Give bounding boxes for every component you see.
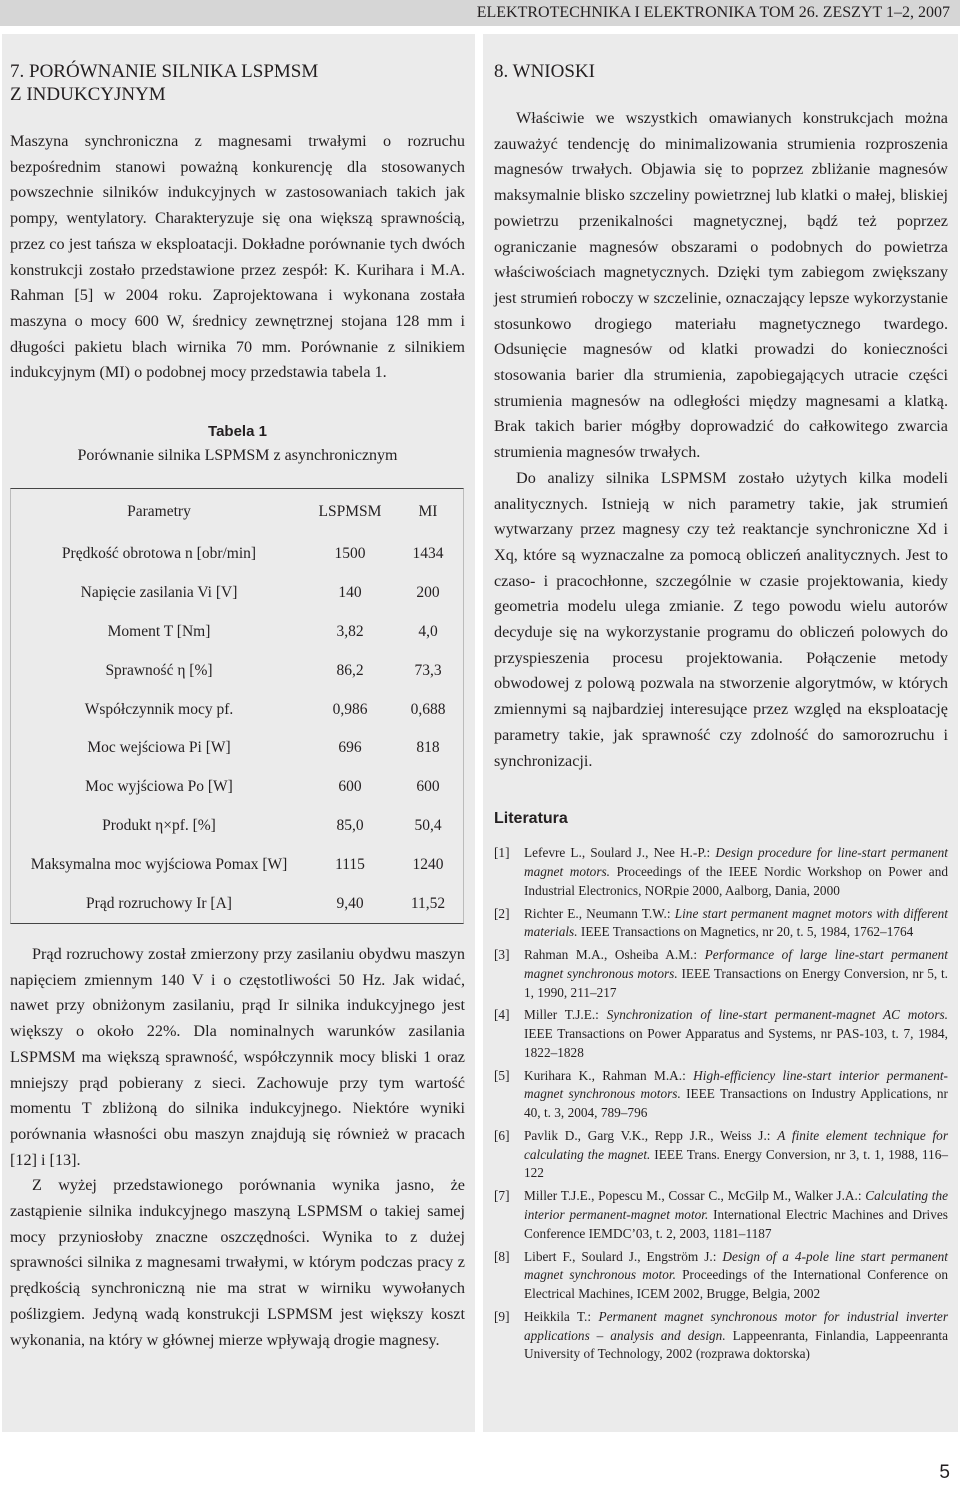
reference-source: IEEE Trans. Energy Conversion, nr 3, t. 1, 1988, 116–122	[524, 1146, 948, 1181]
table-row	[11, 651, 463, 690]
table-cell: 86,2	[336, 661, 364, 679]
reference-number: [2]	[494, 905, 510, 921]
references-title: Literatura	[494, 810, 568, 828]
table-cell: 1115	[335, 855, 365, 873]
reference-text	[524, 1067, 948, 1123]
reference-title: Permanent magnet synchronous motor for industrial inverter applications – analysis and design.	[524, 1308, 948, 1343]
left-column	[2, 34, 475, 1432]
reference-number: [5]	[494, 1067, 510, 1083]
table-header-row	[11, 489, 463, 535]
reference-number: [8]	[494, 1248, 510, 1264]
table-row	[11, 613, 463, 652]
table-row	[11, 690, 463, 729]
table-cell: 0,688	[410, 700, 446, 718]
table-cell: 50,4	[414, 817, 442, 834]
reference-text	[524, 1308, 948, 1364]
table-cell: 9,40	[336, 894, 364, 912]
reference-source: IEEE Transactions on Energy Conversion, nr 5, t. 1, 1990, 211–217	[524, 965, 948, 1000]
section-7-paragraph-1: Maszyna synchroniczna z magnesami trwałymi o rozruchu bezpośrednim stanowi poważną konkurencję dla stosowanych powszechnie silników indukcyjnych w zastosowaniach takich jak pompy, wentylatory. Charakteryzuje się ona większą sprawnością, przez co jest tańsza w eksploatacji. Dokładne porównanie tych dwóch konstrukcji zostało przedstawione przez zespół: K. Kurihara i M.A. Rahman [5] w 2004 roku. Zaprojektowana i wykonana została maszyna o mocy 600 W, średnicy zewnętrznej stojana 128 mm i długości pakietu blach wirnika 70 mm. Porównanie z silnikiem indukcyjnym (MI) o podobnej mocy przedstawia tabela 1.	[10, 132, 465, 382]
reference-item	[494, 844, 948, 900]
reference-title: Performance of large line-start permanent magnet synchronous motors.	[524, 947, 948, 981]
reference-authors: Libert F., Soulard J., Engström J.:	[524, 1248, 723, 1264]
reference-authors: Heikkila T.:	[524, 1308, 599, 1324]
table-cell: 1500	[334, 545, 366, 563]
reference-authors: Pavlik D., Garg V.K., Repp J.R., Weiss J.:	[524, 1128, 778, 1144]
table-row	[11, 845, 463, 884]
reference-item	[494, 1187, 948, 1243]
reference-authors: Richter E., Neumann T.W.:	[524, 905, 675, 921]
reference-number: [6]	[494, 1128, 510, 1144]
table-cell: Prędkość obrotowa n [obr/min]	[61, 545, 257, 563]
reference-text	[524, 1006, 948, 1062]
section-7-paragraph-2: Prąd rozruchowy został zmierzony przy zasilaniu obydwu maszyn napięciem zmiennym 140 V i o częstotliwości 50 Hz. Jak widać, nawet przy obniżonym zasilaniu, prąd Ir silnika indukcyjnego jest większy o około 22%. Dla nominalnych warunków zasilania LSPMSM ma większą sprawność, współczynnik mocy bliski 1 oraz mniejszy prąd pobierany z sieci. Zachowuje przy tym wartość momentu T zbliżoną do silnika indukcyjnego. Niektóre wyniki porównania własności obu maszyn znajdują się również w pracach [12] i [13].	[10, 945, 465, 1169]
table-cell: Moment T [Nm]	[107, 623, 211, 641]
table-row	[11, 729, 463, 768]
reference-item	[494, 1308, 948, 1364]
reference-item	[494, 1248, 948, 1304]
table-caption-text: Porównanie silnika LSPMSM z asynchronicznym	[77, 447, 398, 465]
table-cell: Produkt η×pf. [%]	[102, 817, 216, 834]
table-cell: Moc wejściowa Pi [W]	[87, 739, 231, 757]
table-cell: Sprawność η [%]	[105, 661, 213, 679]
reference-text	[524, 905, 948, 942]
table-row	[11, 574, 463, 613]
reference-text	[524, 946, 948, 1002]
reference-text	[524, 1248, 948, 1304]
table-cell: 4,0	[418, 623, 438, 641]
reference-number: [9]	[494, 1308, 510, 1324]
reference-item	[494, 1127, 948, 1183]
reference-text	[524, 1127, 948, 1183]
reference-title: High-efficiency line-start interior permanent-magnet synchronous motors.	[524, 1067, 948, 1102]
section-7-title	[10, 60, 465, 106]
reference-source: Proceedings of the IEEE Nordic Workshop on Power and Industrial Electronics, NORpie 2000, Aalborg, Dania, 2000	[524, 863, 948, 898]
table-cell: 11,52	[410, 894, 446, 912]
table-header-cell: LSPMSM	[318, 503, 382, 521]
table-cell: 1434	[412, 545, 444, 563]
reference-source: Proceedings of the International Conference on Electrical Machines, ICEM 2002, Brugge, Belgia, 2002	[524, 1267, 949, 1302]
table-label: Tabela 1	[208, 423, 267, 441]
reference-authors: Lefevre L., Soulard J., Nee H.-P.:	[524, 845, 716, 861]
reference-text	[524, 1187, 948, 1243]
table-cell: 3,82	[336, 623, 364, 641]
reference-number: [3]	[494, 947, 510, 963]
reference-title: Synchronization of line-start permanent-magnet AC motors.	[606, 1007, 948, 1023]
table-cell: 85,0	[336, 817, 364, 834]
table-row	[11, 535, 463, 574]
table-cell: 200	[416, 584, 440, 602]
reference-title: Design of a 4-pole line start permanent magnet synchronous motor.	[524, 1248, 948, 1283]
table-cell: 0,986	[332, 700, 368, 718]
table-cell: Moc wyjściowa Po [W]	[85, 778, 233, 796]
reference-authors: Miller T.J.E., Popescu M., Cossar C., McGilp M., Walker J.A.:	[524, 1188, 866, 1204]
right-column	[483, 34, 958, 1432]
reference-source: IEEE Transactions on Industry Applications, nr 40, t. 3, 2004, 789–796	[524, 1086, 948, 1121]
comparison-table-grid	[11, 489, 463, 923]
section-7-paragraph-3: Z wyżej przedstawionego porównania wynika jasno, że zastąpienie silnika indukcyjnego maszyną LSPMSM o takiej samej mocy przyniosłoby znaczne oszczędności. Wynika to z dużej sprawności silnika z magnesami trwałymi, w którym podczas pracy z prędkością synchroniczną nie ma strat w wirniku wywołanych poślizgiem. Jedyną wadą konstrukcji LSPMSM jest większy koszt wykonania, na który w głównej mierze wpływają drogie magnesy.	[10, 1176, 465, 1349]
running-header: ELEKTROTECHNIKA I ELEKTRONIKA TOM 26. ZESZYT 1–2, 2007	[0, 0, 960, 26]
reference-title: A finite element technique for calculating the magnet.	[524, 1128, 948, 1162]
table-cell: Współczynnik mocy pf.	[84, 700, 234, 718]
table-cell: Napięcie zasilania Vi [V]	[80, 584, 238, 602]
section-8-paragraph-1: Właściwie we wszystkich omawianych konstrukcjach można zauważyć tendencję do minimalizowania strumienia rozproszenia magnesów trwałych. Objawia się to poprzez zbliżanie magnesów maksymalnie blisko szczeliny powietrznej lub klatki o małej, bliskiej powietrzu przenikalności magnetycznej, bądź też poprzez ograniczanie magnesów obszarami o podobnych do powietrza właściwościach magnetycznych. Dzięki tym zabiegom zwiększany jest strumień roboczy w szczelinie, oznaczający lepsze wykorzystanie stosunkowo drogiego materiału magnetycznego twardego. Odsunięcie magnesów od klatki prowadzi do konieczności stosowania barier dla strumienia, zapobiegających utracie części strumienia magnesów na odległości między magnesami a klatką. Brak takich barier mógłby doprowadzić do całkowitego zwarcia strumienia magnesów trwałych.	[494, 109, 948, 462]
reference-item	[494, 1006, 948, 1062]
reference-authors: Rahman M.A., Osheiba A.M.:	[524, 947, 705, 963]
table-cell: 696	[338, 739, 362, 757]
reference-authors: Miller T.J.E.:	[524, 1007, 607, 1023]
reference-number: [4]	[494, 1007, 510, 1023]
reference-text	[524, 844, 948, 900]
table-cell: Prąd rozruchowy Ir [A]	[86, 894, 232, 912]
table-cell: Maksymalna moc wyjściowa Pomax [W]	[30, 855, 288, 873]
reference-number: [1]	[494, 845, 510, 861]
table-row	[11, 884, 463, 923]
table-cell: 600	[338, 778, 362, 796]
table-cell: 1240	[412, 855, 444, 873]
reference-source: IEEE Transactions on Magnetics, nr 20, t. 5, 1984, 1762–1764	[577, 924, 914, 940]
comparison-table	[10, 488, 464, 924]
reference-source: Lappeenranta, Finlandia, Lappeenranta University of Technology, 2002 (rozprawa doktorska)	[524, 1327, 948, 1362]
reference-title: Line start permanent magnet motors with different materials.	[524, 905, 948, 940]
table-cell: 818	[416, 739, 440, 757]
references-list	[494, 844, 948, 1364]
section-8-paragraph-2: Do analizy silnika LSPMSM zostało użytych kilka modeli analitycznych. Istnieją w nich parametry takie, jak strumień wytwarzany przez magnesy czy też reaktancje synchroniczne Xd i Xq, które są wyznaczalne za pomocą obliczeń analitycznych. Jest to czaso- i pracochłonne, szczególnie w czasie projektowania, kiedy geometria modelu ulega zmianie. Z tego powodu wielu autorów decyduje się na wykorzystanie programu do obliczeń polowych do przyspieszenia procesu projektowania. Połączenie metody obwodowej z polową pozwala na stworzenie algorytmów, w których zmiennymi są najbardziej interesujące przez względ na eksploatację parametry takie, jak sprawność czy zdolność do samorozruchu i synchronizacji.	[494, 468, 948, 770]
reference-source: IEEE Transactions on Power Apparatus and Systems, nr PAS-103, t. 7, 1984, 1822–1828	[524, 1026, 948, 1060]
table-header-cell: MI	[418, 503, 438, 521]
reference-item	[494, 905, 948, 942]
table-cell: 600	[416, 778, 440, 796]
reference-source: International Electric Machines and Drives Conference IEMDC’03, t. 2, 2003, 1181–1187	[524, 1207, 948, 1241]
table-row	[11, 807, 463, 846]
reference-number: [7]	[494, 1188, 510, 1204]
table-header-cell: Parametry	[127, 503, 191, 521]
table-cell: 73,3	[414, 661, 442, 679]
reference-item	[494, 946, 948, 1002]
section-8-title: 8. WNIOSKI	[494, 61, 595, 82]
reference-authors: Kurihara K., Rahman M.A.:	[524, 1067, 694, 1083]
section-7-title-line1: 7. PORÓWNANIE SILNIKA LSPMSM	[10, 61, 319, 82]
page-number: 5	[939, 1462, 950, 1483]
table-cell: 140	[338, 584, 362, 602]
section-7-title-line2: Z INDUKCYJNYM	[10, 84, 166, 105]
reference-title: Design procedure for line-start permanent magnet motors.	[524, 845, 948, 879]
table-caption	[10, 420, 465, 468]
table-row	[11, 768, 463, 807]
reference-title: Calculating the interior permanent-magnet motor.	[524, 1188, 949, 1223]
reference-item	[494, 1067, 948, 1123]
